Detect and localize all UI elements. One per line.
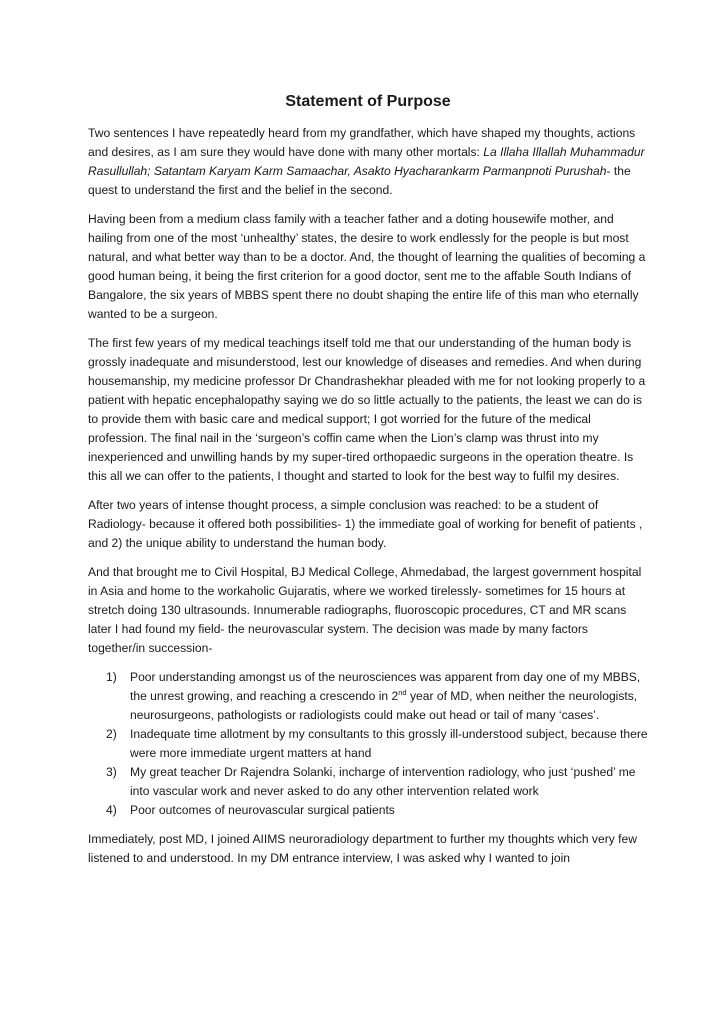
list-item-number: 1): [106, 670, 117, 684]
paragraph-grandfather-outro: - the quest to understand the first and the belief in the second.: [88, 164, 631, 197]
paragraph-family: Having been from a medium class family with a teacher father and a doting housewife mother, and hailing from one of the most ‘unhealthy’ states, the desire to work endlessly for the people is but most natural, and what better way than to be a doctor. And, the thought of learning the qualities of becoming a good human being, it being the first criterion for a good doctor, sent me to the affable South Indians of Bangalore, the six years of MBBS spent there no doubt shaping the entire life of this man who eternally wanted to be a surgeon.: [88, 212, 646, 321]
list-item-superscript: nd: [398, 687, 407, 697]
list-item: [88, 725, 648, 763]
paragraph-radiology-decision: After two years of intense thought process, a simple conclusion was reached: to be a student of Radiology- because it offered both possibilities- 1) the immediate goal of working for benefit of patients , and 2) the unique ability to understand the human body.: [88, 498, 643, 550]
list-item-text: Poor understanding amongst us of the neurosciences was apparent from day one of my MBBS, the unrest growing, and reaching a crescendo in 2: [130, 670, 641, 703]
factors-list: [88, 668, 648, 820]
list-item-number: 2): [106, 727, 117, 741]
paragraph-grandfather-intro: Two sentences I have repeatedly heard from my grandfather, which have shaped my thoughts, actions and desires, as I am sure they would have done with many other mortals:: [88, 126, 636, 159]
paragraph-medical-teachings: The first few years of my medical teachings itself told me that our understanding of the human body is grossly inadequate and misunderstood, lest our knowledge of diseases and remedies. And when during housemanship, my medicine professor Dr Chandrashekhar pleaded with me for not looking properly to a patient with hepatic encephalopathy saying we do so little actually to the patients, the least we can do is to provide them with basic care and medical support; I got worried for the future of the medical profession. The final nail in the ‘surgeon’s coffin came when the Lion’s clamp was thrust into my inexperienced and unwilling hands by my super-tired orthopaedic surgeons in the operation theatre. Is this all we can offer to the patients, I thought and started to look for the best way to fulfil my desires.: [88, 336, 646, 483]
paragraph-grandfather-quote: La Illaha Illallah Muhammadur Rasullullah; Satantam Karyam Karm Samaachar, Asakto Hyacharankarm Parmanpnoti Purushah: [88, 145, 645, 178]
list-item-text: Inadequate time allotment by my consultants to this grossly ill-understood subject, because there were more immediate urgent matters at hand: [130, 727, 648, 760]
list-item: [88, 801, 648, 820]
list-item-number: 4): [106, 803, 117, 817]
list-item: [88, 668, 648, 725]
list-item: [88, 763, 648, 801]
paragraph-aiims: Immediately, post MD, I joined AIIMS neuroradiology department to further my thoughts which very few listened to and understood. In my DM entrance interview, I was asked why I wanted to join: [88, 832, 637, 865]
paragraph-grandfather: [88, 124, 648, 200]
list-item-text: Poor outcomes of neurovascular surgical patients: [130, 803, 395, 817]
paragraph-civil-hospital: And that brought me to Civil Hospital, BJ Medical College, Ahmedabad, the largest government hospital in Asia and home to the workaholic Gujaratis, where we worked tirelessly- sometimes for 15 hours at stretch doing 130 ultrasounds. Innumerable radiographs, fluoroscopic procedures, CT and MR scans later I had found my field- the neurovascular system. The decision was made by many factors together/in succession-: [88, 565, 642, 655]
list-item-number: 3): [106, 765, 117, 779]
document-title: Statement of Purpose: [285, 93, 451, 110]
list-item-text-continued: year of MD, when neither the neurologists, neurosurgeons, pathologists or radiologists could make out head or tail of many ‘cases’.: [130, 689, 638, 722]
list-item-text: My great teacher Dr Rajendra Solanki, incharge of intervention radiology, who just ‘pushed’ me into vascular work and never asked to do any other intervention related work: [130, 765, 636, 798]
